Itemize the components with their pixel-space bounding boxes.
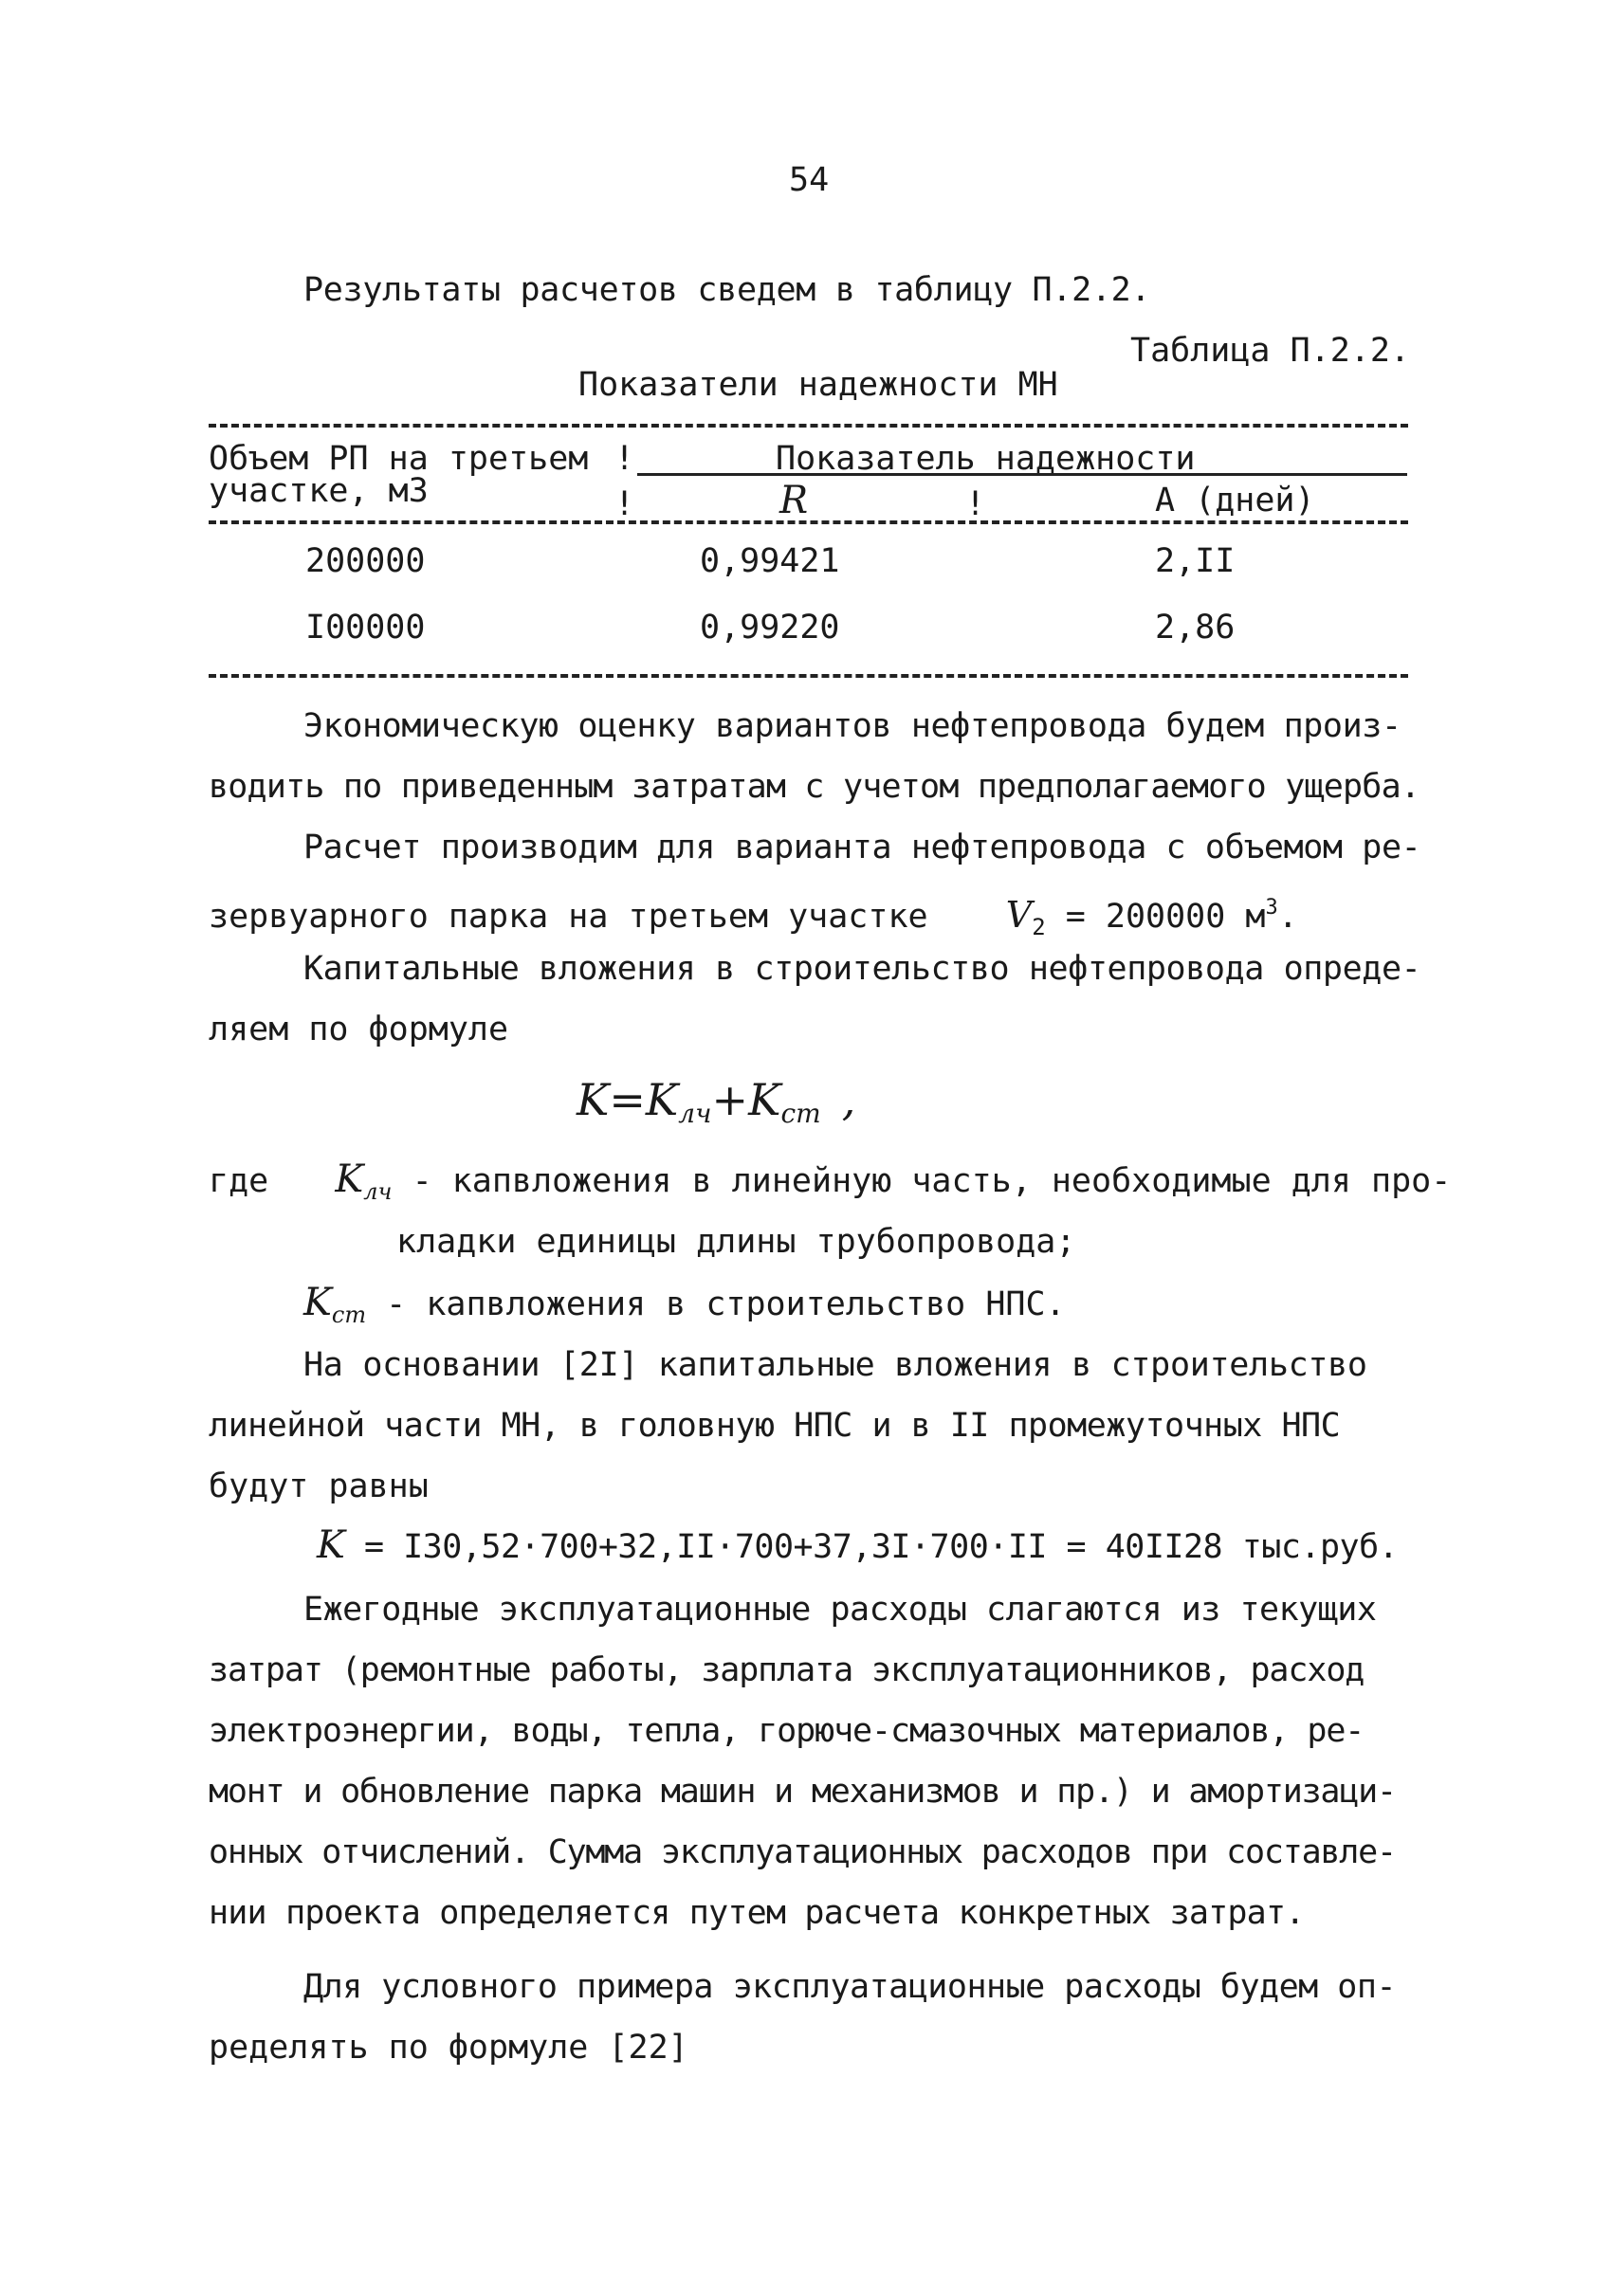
table-col2-header: R — [779, 479, 809, 522]
formula-k1-sub: лч — [678, 1098, 712, 1129]
paragraph-4-line-3: будут равны — [209, 1467, 429, 1505]
paragraph-3-line-2: ляем по формуле — [209, 1011, 509, 1048]
table-row-1-r: 0,99421 — [700, 542, 840, 580]
paragraph-3-line-1: Капитальные вложения в строительство нефтепровода опреде- — [303, 950, 1421, 988]
paragraph-1-line-2: водить по приведенным затратам с учетом предполагаемого ущерба. — [209, 768, 1420, 806]
table-col3-header: A (дней) — [1155, 482, 1315, 519]
table-col1-header-line2: участке, м3 — [209, 472, 429, 510]
formula-k2: K — [748, 1074, 781, 1125]
paragraph-2-line-1: Расчет производим для варианта нефтепровода с объемом ре- — [303, 829, 1421, 866]
formula-capital-total — [317, 1524, 1398, 1568]
def-1-symbol: K — [335, 1157, 364, 1201]
paragraph-4-line-2: линейной части МН, в головную НПС и в II промежуточных НПС — [209, 1407, 1341, 1445]
paragraph-5-line-4: монт и обновление парка машин и механизмов и пр.) и амортизаци- — [209, 1773, 1396, 1811]
intro-text: Результаты расчетов сведем в таблицу П.2.2. — [303, 271, 1151, 309]
table-separator: ! — [614, 440, 635, 478]
where-word: где — [209, 1162, 269, 1200]
formula-k: K — [577, 1074, 610, 1125]
paragraph-2-line-2 — [209, 887, 1298, 948]
table-bottom-rule — [209, 674, 1408, 678]
table-title: Показатели надежности МН — [578, 366, 1058, 404]
def-1-text: - капвложения в линейную часть, необходимые для про- — [412, 1162, 1452, 1200]
page-number: 54 — [789, 161, 830, 199]
table-row-1-a: 2,II — [1155, 542, 1236, 580]
formula-capital — [577, 1071, 855, 1142]
volume-value: = 200000 м — [1065, 898, 1266, 936]
def-2-subscript: ст — [331, 1302, 367, 1328]
table-row-2-volume: I00000 — [305, 609, 426, 647]
paragraph-4-line-1: На основании [2I] капитальные вложения в строительство — [303, 1346, 1367, 1384]
paragraph-2-text: зервуарного парка на третьем участке — [209, 898, 928, 936]
volume-subscript: 2 — [1032, 914, 1046, 940]
formula-eq: = — [609, 1074, 646, 1125]
volume-unit-power: 3 — [1265, 896, 1278, 920]
paragraph-5-line-5: онных отчислений. Сумма эксплуатационных расходов при составле- — [209, 1833, 1396, 1871]
definition-2 — [303, 1282, 1066, 1336]
table-label: Таблица П.2.2. — [1130, 332, 1411, 370]
paragraph-6-line-2: ределять по формуле [22] — [209, 2029, 688, 2067]
formula-comma: , — [841, 1074, 856, 1125]
def-1-subscript: лч — [363, 1178, 393, 1205]
paragraph-5-line-3: электроэнергии, воды, тепла, горюче-смазочных материалов, ре- — [209, 1712, 1365, 1750]
table-top-rule — [209, 424, 1408, 428]
paragraph-5-line-2: затрат (ремонтные работы, зарплата эксплуатационников, расход — [209, 1651, 1365, 1689]
def-2-symbol: K — [303, 1281, 332, 1324]
volume-symbol: V — [1005, 894, 1033, 936]
table-group-underline — [637, 473, 1407, 476]
paragraph-5-line-6: нии проекта определяется путем расчета конкретных затрат. — [209, 1894, 1305, 1932]
paragraph-6-line-1: Для условного примера эксплуатационные расходы будем оп- — [303, 1968, 1397, 2006]
definition-1-continued: кладки единицы длины трубопровода; — [396, 1223, 1076, 1261]
definition-1 — [209, 1158, 1451, 1212]
formula-k2-sub: ст — [780, 1098, 821, 1129]
formula-2-expression: = I30,52·700+32,II·700+37,3I·700·II = 40II28 тыс.руб. — [363, 1528, 1399, 1566]
formula-k1: K — [645, 1074, 679, 1125]
formula-2-k: K — [317, 1523, 345, 1567]
table-group-header: Показатель надежности — [776, 440, 1196, 478]
table-row-2-a: 2,86 — [1155, 609, 1236, 647]
paragraph-1-line-1: Экономическую оценку вариантов нефтепровода будем произ- — [303, 707, 1401, 745]
table-row-2-r: 0,99220 — [700, 609, 840, 647]
table-separator: ! — [614, 485, 635, 523]
table-row-1-volume: 200000 — [305, 542, 426, 580]
table-separator: ! — [965, 485, 986, 523]
volume-end: . — [1277, 898, 1298, 936]
table-col1-header-line1: Объем РП на третьем — [209, 440, 589, 478]
paragraph-5-line-1: Ежегодные эксплуатационные расходы слагаются из текущих — [303, 1591, 1377, 1629]
formula-plus: + — [711, 1074, 749, 1125]
def-2-text: - капвложения в строительство НПС. — [386, 1285, 1066, 1323]
